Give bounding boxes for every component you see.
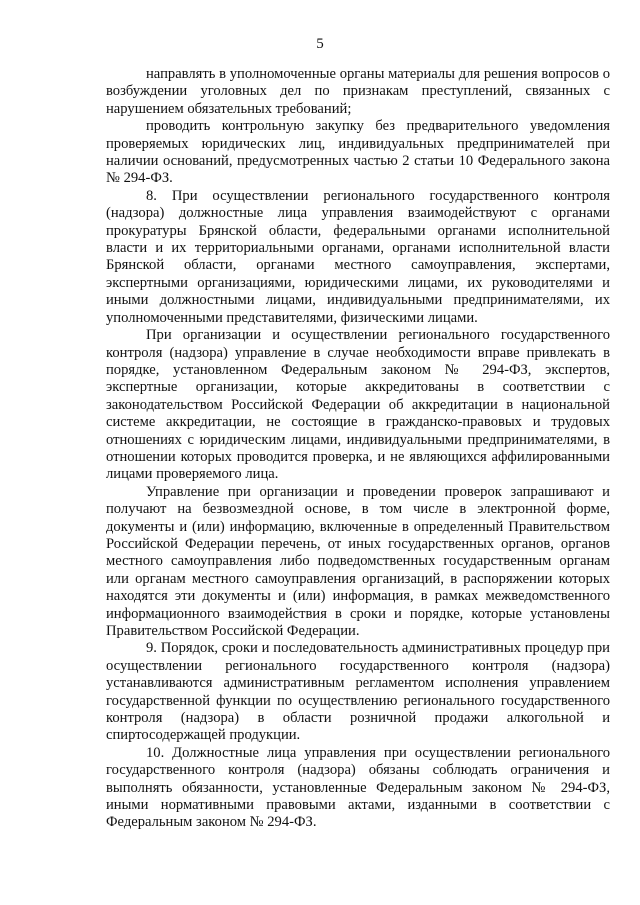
paragraph: направлять в уполномоченные органы материалы для решения вопросов о возбуждении уголовных дел по признакам преступлений, связанных с нарушением обязательных требований; [106, 66, 610, 117]
paragraph: При организации и осуществлении регионального государственного контроля (надзора) управление в случае необходимости вправе привлекать в порядке, установленном Федеральным законом № 294-ФЗ, экспертов, экспертные организации, которые аккредитованы в соответствии с законодательством Российской Федерации об аккредитации в национальной системе аккредитации, не состоящие в гражданско-правовых и трудовых отношениях с юридическим лицами, индивидуальными предпринимателями, в отношении которых проводится проверка, и не являющихся аффилированными лицами проверяемого лица. [106, 327, 610, 483]
paragraph: Управление при организации и проведении проверок запрашивают и получают на безвозмездной основе, в том числе в электронной форме, документы и (или) информацию, включенные в определенный Правительством Российской Федерации перечень, от иных государственных органов, органов местного самоуправления либо подведомственных государственным органам или органам местного самоуправления организаций, в распоряжении которых находятся эти документы и (или) информация, в рамках межведомственного информационного взаимодействия в сроки и порядке, которые установлены Правительством Российской Федерации. [106, 483, 610, 639]
paragraph: проводить контрольную закупку без предварительного уведомления проверяемых юридических лиц, индивидуальных предпринимателей при наличии оснований, предусмотренных частью 2 статьи 10 Федерального закона № 294-ФЗ. [106, 118, 610, 187]
paragraph: 8. При осуществлении регионального государственного контроля (надзора) должностные лица управления взаимодействуют с органами прокуратуры Брянской области, федеральными органами исполнительной власти и их территориальными органами, органами исполнительной власти Брянской области, органами местного самоуправления, экспертами, экспертными организациями, юридическими лицами, их руководителями и иными должностными лицами, индивидуальными предпринимателями, их уполномоченными представителями, физическими лицами. [106, 187, 610, 326]
page-number: 5 [316, 36, 324, 52]
document-body [106, 66, 610, 832]
paragraph: 9. Порядок, сроки и последовательность административных процедур при осуществлении регионального государственного контроля (надзора) устанавливаются административным регламентом исполнения управлением государственной функции по осуществлению регионального государственного контроля (надзора) в области розничной продажи алкогольной и спиртосодержащей продукции. [106, 640, 610, 744]
paragraph: 10. Должностные лица управления при осуществлении регионального государственного контроля (надзора) обязаны соблюдать ограничения и выполнять обязанности, установленные Федеральным законом № 294-ФЗ, иными нормативными правовыми актами, изданными в соответствии с Федеральным законом № 294-ФЗ. [106, 744, 610, 831]
